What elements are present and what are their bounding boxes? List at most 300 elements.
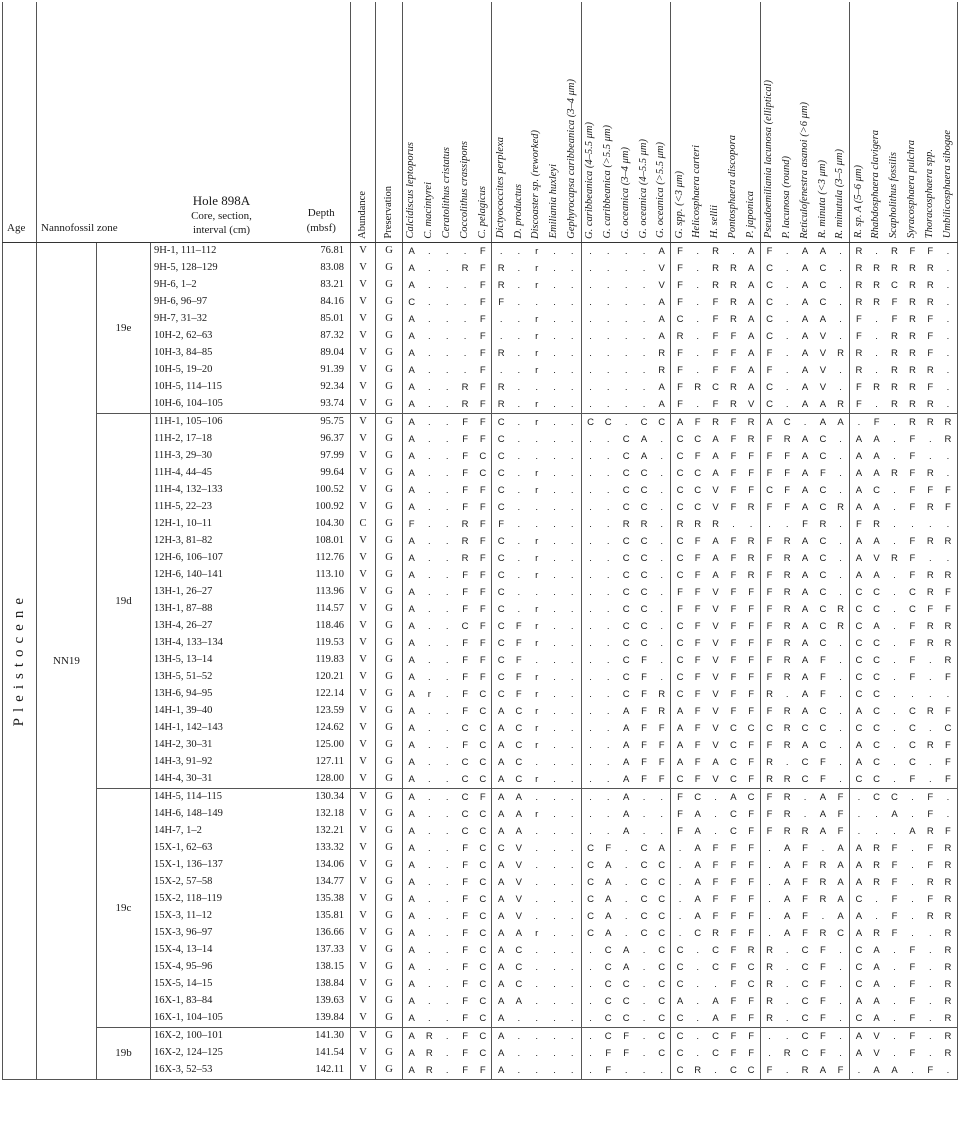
occurrence-cell: A bbox=[712, 467, 719, 479]
occurrence-cell: A bbox=[801, 381, 809, 393]
occurrence-cell: . bbox=[428, 756, 431, 768]
occurrence-cell: . bbox=[553, 620, 556, 632]
occurrence-cell: . bbox=[570, 381, 574, 393]
occurrence-cell: F bbox=[939, 737, 957, 754]
occurrence-cell: R bbox=[783, 535, 791, 547]
occurrence-cell: . bbox=[535, 944, 538, 956]
occurrence-cell: R bbox=[908, 364, 916, 376]
occurrence-cell: . bbox=[553, 279, 556, 291]
occurrence-cell: C bbox=[712, 1047, 720, 1059]
occurrence-cell: . bbox=[642, 279, 646, 291]
occurrence-cell: A bbox=[403, 1010, 421, 1028]
occurrence-cell: . bbox=[428, 893, 431, 905]
occurrence-cell: . bbox=[581, 516, 599, 533]
occurrence-cell: . bbox=[463, 245, 467, 257]
occurrence-cell: R bbox=[461, 535, 469, 547]
occurrence-cell: A bbox=[801, 586, 809, 598]
occurrence-cell: . bbox=[875, 313, 878, 325]
depth-value: 83.21 bbox=[320, 279, 344, 291]
occurrence-cell: F bbox=[891, 859, 898, 871]
abundance-value: V bbox=[351, 942, 376, 959]
occurrence-cell: C bbox=[492, 686, 510, 703]
occurrence-cell: R bbox=[783, 671, 791, 683]
occurrence-cell: . bbox=[517, 569, 521, 581]
occurrence-cell: C bbox=[640, 927, 648, 939]
occurrence-cell: . bbox=[581, 379, 599, 396]
occurrence-cell: R bbox=[760, 976, 778, 993]
occurrence-cell: F bbox=[635, 771, 653, 789]
sample-id: 11H-4, 44–45 bbox=[151, 465, 293, 482]
sample-id: 16X-1, 83–84 bbox=[151, 993, 293, 1010]
occurrence-cell: . bbox=[553, 961, 556, 973]
occurrence-cell: C bbox=[515, 961, 523, 973]
occurrence-cell: . bbox=[535, 501, 538, 513]
sample-id: 10H-5, 114–115 bbox=[151, 379, 293, 396]
occurrence-cell: . bbox=[517, 296, 521, 308]
occurrence-cell: R bbox=[658, 705, 666, 717]
occurrence-cell: C bbox=[760, 720, 778, 737]
occurrence-cell: C bbox=[908, 722, 916, 734]
occurrence-cell: F bbox=[730, 569, 737, 581]
occurrence-cell: F bbox=[760, 448, 778, 465]
occurrence-cell: . bbox=[581, 448, 599, 465]
preservation-value: G bbox=[376, 703, 403, 720]
species-header: R. sp. A (5–6 μm) bbox=[850, 2, 868, 243]
occurrence-cell: A bbox=[492, 874, 510, 891]
occurrence-cell: C bbox=[730, 808, 737, 820]
occurrence-cell: . bbox=[581, 789, 599, 807]
occurrence-cell: . bbox=[553, 978, 556, 990]
sample-id: 14H-6, 148–149 bbox=[151, 806, 293, 823]
occurrence-cell: F bbox=[784, 501, 791, 513]
occurrence-cell: C bbox=[658, 910, 666, 922]
occurrence-cell: F bbox=[694, 722, 701, 734]
occurrence-cell: . bbox=[445, 654, 449, 666]
preservation-value: G bbox=[376, 840, 403, 857]
occurrence-cell: V bbox=[712, 722, 719, 734]
header-row bbox=[3, 2, 958, 243]
occurrence-cell: A bbox=[712, 995, 719, 1007]
occurrence-cell: F bbox=[748, 671, 755, 683]
occurrence-cell: C bbox=[479, 978, 487, 990]
abundance-value: V bbox=[351, 925, 376, 942]
occurrence-cell: C bbox=[604, 961, 612, 973]
occurrence-cell: C bbox=[850, 1010, 868, 1028]
occurrence-cell: C bbox=[622, 467, 630, 479]
occurrence-cell: F bbox=[909, 501, 916, 513]
occurrence-cell: . bbox=[445, 961, 449, 973]
occurrence-cell: . bbox=[606, 433, 610, 445]
occurrence-cell: C bbox=[581, 840, 599, 857]
occurrence-cell: C bbox=[640, 910, 648, 922]
occurrence-cell: . bbox=[875, 910, 878, 922]
occurrence-cell: . bbox=[893, 586, 896, 598]
occurrence-cell: C bbox=[819, 552, 827, 564]
occurrence-cell: C bbox=[671, 448, 689, 465]
occurrence-cell: . bbox=[445, 688, 449, 700]
occurrence-cell: R bbox=[850, 294, 868, 311]
occurrence-cell: . bbox=[445, 791, 449, 803]
occurrence-cell: . bbox=[642, 995, 646, 1007]
occurrence-cell: . bbox=[581, 806, 599, 823]
occurrence-cell: R bbox=[908, 381, 916, 393]
abundance-value: V bbox=[351, 840, 376, 857]
occurrence-cell: F bbox=[748, 842, 755, 854]
occurrence-cell: R bbox=[796, 1062, 814, 1080]
occurrence-cell: . bbox=[839, 586, 842, 598]
occurrence-cell: F bbox=[873, 416, 880, 428]
occurrence-cell: . bbox=[606, 381, 610, 393]
abundance-value: V bbox=[351, 618, 376, 635]
occurrence-cell: F bbox=[479, 433, 486, 445]
depth-value: 119.83 bbox=[315, 654, 344, 666]
occurrence-cell: F bbox=[820, 995, 826, 1007]
occurrence-cell: . bbox=[939, 396, 957, 414]
occurrence-cell: C bbox=[492, 533, 510, 550]
occurrence-cell: A bbox=[747, 313, 755, 325]
occurrence-cell: R bbox=[939, 567, 957, 584]
occurrence-cell: R bbox=[939, 942, 957, 959]
occurrence-cell: A bbox=[403, 431, 421, 448]
occurrence-cell: F bbox=[462, 705, 469, 717]
occurrence-cell: F bbox=[694, 416, 701, 428]
occurrence-cell: r bbox=[535, 722, 539, 734]
occurrence-cell: . bbox=[606, 518, 610, 530]
preservation-value: G bbox=[376, 618, 403, 635]
occurrence-cell: R bbox=[801, 825, 809, 837]
occurrence-cell: . bbox=[510, 1010, 528, 1028]
occurrence-cell: . bbox=[839, 1047, 842, 1059]
occurrence-cell: . bbox=[553, 603, 556, 615]
occurrence-cell: r bbox=[535, 347, 539, 359]
occurrence-cell: . bbox=[911, 876, 914, 888]
occurrence-cell: R bbox=[461, 262, 469, 274]
occurrence-cell: . bbox=[624, 416, 628, 428]
occurrence-cell: F bbox=[730, 876, 737, 888]
occurrence-cell: F bbox=[462, 859, 469, 871]
occurrence-cell: F bbox=[760, 737, 778, 754]
occurrence-cell: C bbox=[479, 450, 487, 462]
occurrence-cell: C bbox=[479, 756, 487, 768]
occurrence-cell: A bbox=[801, 313, 809, 325]
occurrence-cell: . bbox=[839, 739, 842, 751]
abundance-value: V bbox=[351, 720, 376, 737]
occurrence-cell: . bbox=[760, 908, 778, 925]
table-row bbox=[3, 789, 958, 807]
occurrence-cell: R bbox=[939, 414, 957, 432]
species-header: Discoaster sp. (reworked) bbox=[528, 2, 546, 243]
occurrence-cell: . bbox=[535, 859, 538, 871]
occurrence-cell: F bbox=[760, 601, 778, 618]
occurrence-cell: A bbox=[403, 1062, 421, 1080]
occurrence-cell: C bbox=[604, 978, 612, 990]
occurrence-cell: . bbox=[570, 313, 574, 325]
occurrence-cell: . bbox=[875, 808, 878, 820]
occurrence-cell: R bbox=[850, 260, 868, 277]
occurrence-cell: F bbox=[479, 501, 486, 513]
depth-value: 95.75 bbox=[320, 416, 344, 428]
occurrence-cell: . bbox=[606, 364, 610, 376]
occurrence-cell: . bbox=[778, 1062, 796, 1080]
occurrence-cell: . bbox=[517, 1030, 521, 1042]
occurrence-cell: . bbox=[535, 518, 538, 530]
occurrence-cell: C bbox=[760, 328, 778, 345]
species-header: H. sellii bbox=[707, 2, 725, 243]
occurrence-cell: V bbox=[742, 396, 760, 414]
occurrence-cell: F bbox=[820, 654, 826, 666]
occurrence-cell: A bbox=[850, 908, 868, 925]
occurrence-cell: . bbox=[760, 925, 778, 942]
preservation-value: G bbox=[376, 396, 403, 414]
depth-value: 85.01 bbox=[320, 313, 344, 325]
occurrence-cell: . bbox=[570, 671, 574, 683]
occurrence-cell: C bbox=[622, 654, 630, 666]
hole-subtitle-2: interval (cm) bbox=[192, 224, 251, 236]
occurrence-cell: R bbox=[730, 279, 737, 291]
sample-id: 10H-5, 19–20 bbox=[151, 362, 293, 379]
table-row bbox=[3, 243, 958, 261]
occurrence-cell: . bbox=[893, 654, 896, 666]
occurrence-cell: . bbox=[428, 910, 431, 922]
occurrence-cell: C bbox=[492, 567, 510, 584]
occurrence-cell: . bbox=[624, 893, 628, 905]
occurrence-cell: . bbox=[535, 433, 538, 445]
occurrence-cell: F bbox=[730, 944, 737, 956]
occurrence-cell: C bbox=[479, 705, 487, 717]
occurrence-cell: . bbox=[617, 1062, 635, 1080]
occurrence-cell: R bbox=[873, 296, 881, 308]
occurrence-cell: . bbox=[785, 279, 789, 291]
occurrence-cell: F bbox=[909, 671, 916, 683]
occurrence-cell: C bbox=[908, 739, 916, 751]
occurrence-cell: . bbox=[553, 1047, 556, 1059]
occurrence-cell: R bbox=[926, 620, 934, 632]
sample-id: 9H-1, 111–112 bbox=[151, 243, 293, 261]
occurrence-cell: C bbox=[712, 961, 720, 973]
occurrence-cell: . bbox=[928, 688, 932, 700]
abundance-value: V bbox=[351, 482, 376, 499]
occurrence-cell: . bbox=[428, 552, 431, 564]
occurrence-cell: . bbox=[714, 825, 717, 837]
occurrence-cell: . bbox=[445, 381, 449, 393]
occurrence-cell: F bbox=[730, 637, 737, 649]
occurrence-cell: . bbox=[428, 603, 431, 615]
occurrence-cell: A bbox=[801, 569, 809, 581]
abundance-value: V bbox=[351, 243, 376, 261]
occurrence-cell: r bbox=[535, 569, 539, 581]
occurrence-cell: R bbox=[891, 364, 898, 376]
occurrence-cell: . bbox=[428, 859, 431, 871]
occurrence-cell: F bbox=[479, 484, 486, 496]
occurrence-cell: . bbox=[660, 671, 663, 683]
occurrence-cell: r bbox=[535, 739, 539, 751]
occurrence-cell: . bbox=[785, 330, 789, 342]
sample-id: 11H-1, 105–106 bbox=[151, 414, 293, 432]
occurrence-cell: A bbox=[403, 669, 421, 686]
occurrence-cell: . bbox=[445, 671, 449, 683]
occurrence-cell: . bbox=[893, 620, 896, 632]
occurrence-cell: . bbox=[517, 416, 521, 428]
subzone-cell: 19d bbox=[97, 414, 151, 789]
occurrence-cell: A bbox=[515, 995, 522, 1007]
occurrence-cell: . bbox=[570, 705, 574, 717]
occurrence-cell: F bbox=[909, 1047, 916, 1059]
occurrence-cell: . bbox=[581, 294, 599, 311]
occurrence-cell: . bbox=[535, 450, 538, 462]
occurrence-cell: F bbox=[748, 654, 755, 666]
occurrence-cell: . bbox=[903, 1062, 921, 1080]
occurrence-cell: . bbox=[635, 1062, 653, 1080]
occurrence-cell: . bbox=[535, 791, 538, 803]
occurrence-cell: R bbox=[908, 313, 916, 325]
occurrence-cell: . bbox=[785, 347, 789, 359]
occurrence-cell: . bbox=[642, 381, 646, 393]
occurrence-cell: R bbox=[926, 586, 934, 598]
occurrence-cell: . bbox=[839, 433, 842, 445]
occurrence-cell: . bbox=[428, 569, 431, 581]
occurrence-cell: R bbox=[908, 330, 916, 342]
occurrence-cell: . bbox=[546, 1010, 564, 1028]
occurrence-cell: A bbox=[796, 396, 814, 414]
occurrence-cell: A bbox=[712, 569, 719, 581]
occurrence-cell: A bbox=[760, 414, 778, 432]
occurrence-cell: F bbox=[927, 808, 934, 820]
occurrence-cell: . bbox=[535, 825, 538, 837]
occurrence-cell: . bbox=[928, 1047, 932, 1059]
occurrence-cell: . bbox=[642, 245, 646, 257]
occurrence-cell: F bbox=[820, 1030, 826, 1042]
sample-id: 15X-4, 13–14 bbox=[151, 942, 293, 959]
occurrence-cell: C bbox=[760, 396, 778, 414]
occurrence-cell: A bbox=[819, 416, 827, 428]
abundance-value: V bbox=[351, 635, 376, 652]
occurrence-cell: V bbox=[712, 586, 719, 598]
occurrence-cell: . bbox=[581, 686, 599, 703]
sample-id: 15X-2, 57–58 bbox=[151, 874, 293, 891]
occurrence-cell: A bbox=[850, 482, 868, 499]
occurrence-cell: r bbox=[535, 313, 539, 325]
occurrence-cell: F bbox=[927, 347, 934, 359]
occurrence-cell: F bbox=[462, 961, 469, 973]
occurrence-cell: A bbox=[403, 414, 421, 432]
occurrence-cell: F bbox=[748, 893, 755, 905]
occurrence-cell: C bbox=[819, 637, 827, 649]
occurrence-cell: C bbox=[850, 635, 868, 652]
occurrence-cell: R bbox=[783, 705, 791, 717]
preservation-value: G bbox=[376, 465, 403, 482]
occurrence-cell: . bbox=[606, 586, 610, 598]
occurrence-cell: R bbox=[760, 959, 778, 976]
occurrence-cell: A bbox=[886, 1062, 904, 1080]
occurrence-cell: . bbox=[428, 961, 431, 973]
occurrence-cell: C bbox=[622, 552, 630, 564]
occurrence-cell: F bbox=[939, 703, 957, 720]
occurrence-cell: F bbox=[802, 518, 808, 530]
abundance-value: V bbox=[351, 277, 376, 294]
occurrence-cell: F bbox=[671, 789, 689, 807]
occurrence-cell: . bbox=[642, 808, 646, 820]
occurrence-cell: F bbox=[658, 722, 665, 734]
occurrence-cell: A bbox=[403, 635, 421, 652]
occurrence-cell: . bbox=[714, 978, 717, 990]
occurrence-cell: . bbox=[911, 893, 914, 905]
depth-value: 113.10 bbox=[315, 569, 344, 581]
abundance-value: V bbox=[351, 652, 376, 669]
occurrence-cell: C bbox=[479, 995, 487, 1007]
occurrence-cell: A bbox=[850, 431, 868, 448]
occurrence-cell: . bbox=[570, 620, 574, 632]
occurrence-cell: C bbox=[694, 501, 702, 513]
occurrence-cell: . bbox=[893, 688, 896, 700]
occurrence-cell: R bbox=[712, 245, 720, 257]
sample-id: 15X-3, 96–97 bbox=[151, 925, 293, 942]
occurrence-cell: . bbox=[428, 825, 431, 837]
occurrence-cell: F bbox=[748, 1047, 755, 1059]
occurrence-cell: A bbox=[622, 739, 630, 751]
occurrence-cell: F bbox=[927, 791, 934, 803]
occurrence-cell: . bbox=[696, 995, 700, 1007]
occurrence-cell: C bbox=[850, 686, 868, 703]
occurrence-cell: F bbox=[921, 1062, 939, 1080]
occurrence-cell: . bbox=[581, 771, 599, 789]
occurrence-cell: C bbox=[658, 961, 666, 973]
occurrence-cell: R bbox=[850, 277, 868, 294]
occurrence-cell: R bbox=[694, 381, 702, 393]
occurrence-cell: . bbox=[535, 296, 538, 308]
occurrence-cell: . bbox=[893, 433, 896, 445]
preservation-value: G bbox=[376, 482, 403, 499]
occurrence-cell: C bbox=[742, 1062, 760, 1080]
occurrence-cell: . bbox=[553, 671, 556, 683]
depth-value: 135.81 bbox=[315, 910, 344, 922]
preservation-value: G bbox=[376, 584, 403, 601]
occurrence-cell: C bbox=[850, 618, 868, 635]
occurrence-cell: C bbox=[760, 482, 778, 499]
occurrence-cell: F bbox=[462, 739, 469, 751]
occurrence-cell: R bbox=[837, 603, 844, 615]
occurrence-cell: C bbox=[801, 722, 809, 734]
occurrence-cell: F bbox=[802, 927, 808, 939]
occurrence-cell: . bbox=[581, 533, 599, 550]
occurrence-cell: . bbox=[428, 313, 431, 325]
occurrence-cell: . bbox=[696, 1047, 700, 1059]
occurrence-cell: C bbox=[671, 311, 689, 328]
occurrence-cell: . bbox=[696, 364, 700, 376]
occurrence-cell: . bbox=[785, 961, 789, 973]
occurrence-cell: . bbox=[642, 296, 646, 308]
occurrence-cell: . bbox=[553, 364, 556, 376]
occurrence-cell: . bbox=[428, 927, 431, 939]
occurrence-cell: A bbox=[801, 433, 809, 445]
occurrence-cell: C bbox=[671, 618, 689, 635]
occurrence-cell: . bbox=[420, 771, 438, 789]
abundance-value: V bbox=[351, 567, 376, 584]
occurrence-cell: . bbox=[624, 313, 628, 325]
occurrence-cell: A bbox=[873, 978, 880, 990]
occurrence-cell: . bbox=[570, 552, 574, 564]
occurrence-cell: . bbox=[535, 995, 538, 1007]
depth-value: 142.11 bbox=[293, 1062, 351, 1080]
occurrence-cell: A bbox=[403, 959, 421, 976]
occurrence-cell: C bbox=[581, 891, 599, 908]
depth-value: 124.62 bbox=[315, 722, 344, 734]
sample-id: 16X-2, 100–101 bbox=[151, 1028, 293, 1046]
occurrence-cell: . bbox=[463, 330, 467, 342]
depth-value: 108.01 bbox=[315, 535, 344, 547]
abundance-value: V bbox=[351, 362, 376, 379]
sample-id: 11H-2, 17–18 bbox=[151, 431, 293, 448]
occurrence-cell: F bbox=[730, 433, 737, 445]
